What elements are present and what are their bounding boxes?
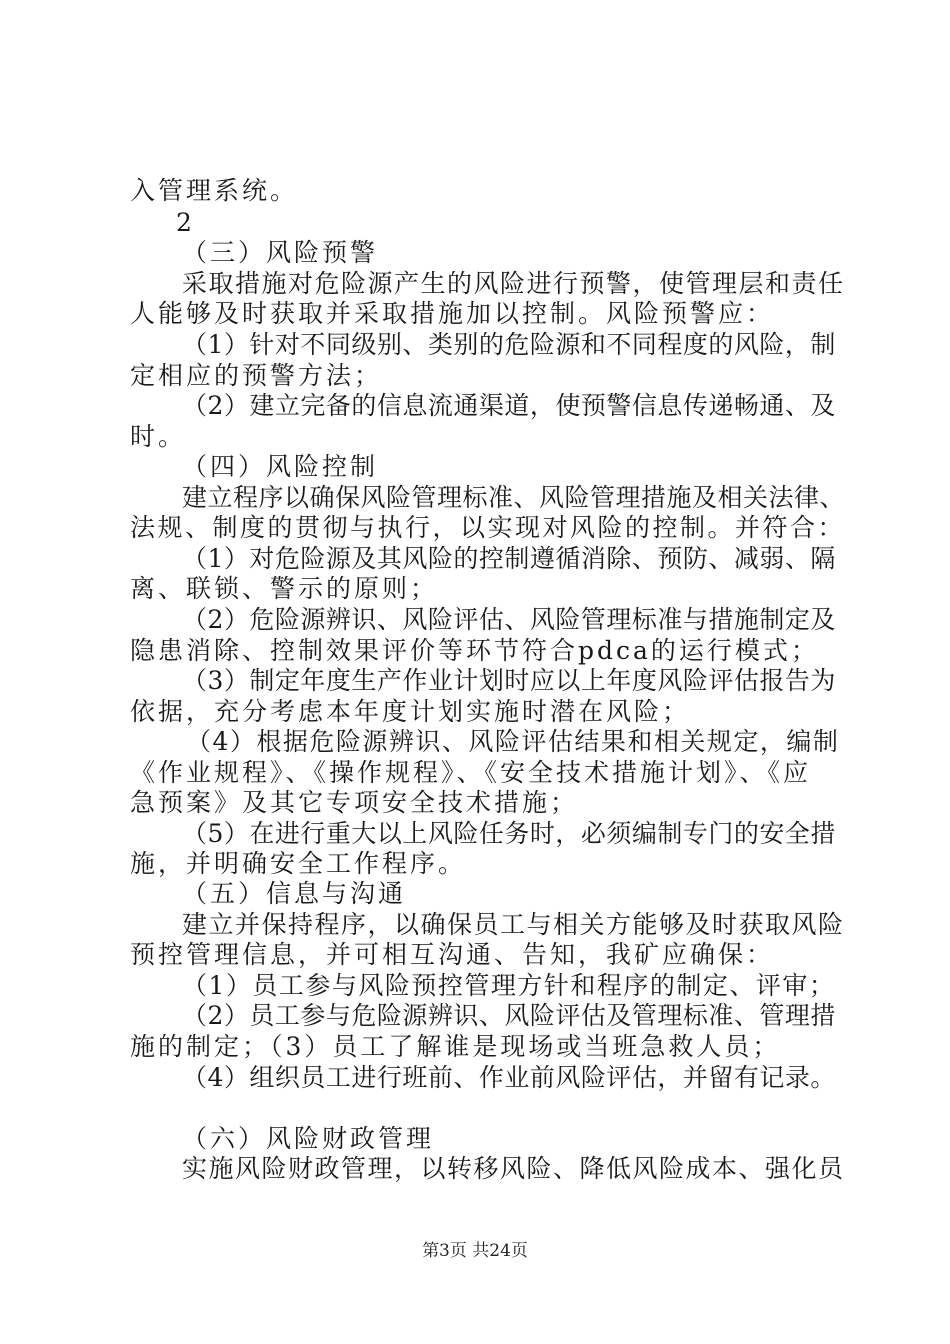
section-heading: （六）风险财政管理	[182, 1124, 435, 1153]
list-item: （1）针对不同级别、类别的危险源和不同程度的风险，制	[182, 330, 836, 359]
text-line: 建立并保持程序，以确保员工与相关方能够及时获取风险	[182, 910, 845, 939]
list-item: （1）对危险源及其风险的控制遵循消除、预防、减弱、隔	[182, 544, 836, 573]
text-line: 实施风险财政管理，以转移风险、降低风险成本、强化员	[182, 1154, 845, 1183]
text-line: 人能够及时获取并采取措施加以控制。风险预警应：	[130, 299, 775, 328]
text-line: 依据，充分考虑本年度计划实施时潜在风险；	[130, 697, 691, 726]
text-line: 法规、制度的贯彻与执行，以实现对风险的控制。并符合：	[130, 513, 846, 542]
text-line: 入管理系统。	[130, 176, 299, 205]
section-heading: （五）信息与沟通	[182, 879, 407, 908]
text-line: 施的制定；（3）员工了解谁是现场或当班急救人员；	[130, 1032, 781, 1061]
section-heading: （三）风险预警	[182, 238, 379, 267]
list-item: （4）根据危险源辨识、风险评估结果和相关规定，编制	[186, 727, 840, 756]
section-heading: （四）风险控制	[182, 452, 379, 481]
page-break-number: 2	[176, 208, 195, 237]
text-line: 急预案》及其它专项安全技术措施；	[130, 788, 579, 817]
text-line: 施，并明确安全工作程序。	[130, 849, 467, 878]
list-item: （2）危险源辨识、风险评估、风险管理标准与措施制定及	[182, 605, 836, 634]
list-item: （3）制定年度生产作业计划时应以上年度风险评估报告为	[182, 666, 836, 695]
list-item: （2）员工参与危险源辨识、风险评估及管理标准、管理措	[182, 1001, 836, 1030]
text-line: 离、联锁、警示的原则；	[130, 574, 439, 603]
text-line: 《作业规程》、《操作规程》、《安全技术措施计划》、《应	[130, 758, 812, 787]
text-line: 建立程序以确保风险管理标准、风险管理措施及相关法律、	[182, 483, 846, 512]
text-line: 定相应的预警方法；	[130, 361, 383, 390]
list-item: （2）建立完备的信息流通渠道，使预警信息传递畅通、及	[182, 391, 836, 420]
text-line: 时。	[130, 422, 187, 451]
text-line: 预控管理信息，并可相互沟通、告知，我矿应确保：	[130, 940, 775, 969]
page-footer: 第3页 共24页	[422, 1241, 528, 1261]
list-item: （4）组织员工进行班前、作业前风险评估，并留有记录。	[182, 1063, 836, 1092]
list-item: （5）在进行重大以上风险任务时，必须编制专门的安全措	[182, 819, 836, 848]
list-item: （1）员工参与风险预控管理方针和程序的制定、评审；	[182, 971, 836, 1000]
text-line: 采取措施对危险源产生的风险进行预警，使管理层和责任	[182, 269, 845, 298]
text-line: 隐患消除、控制效果评价等环节符合pdca的运行模式；	[130, 636, 819, 665]
